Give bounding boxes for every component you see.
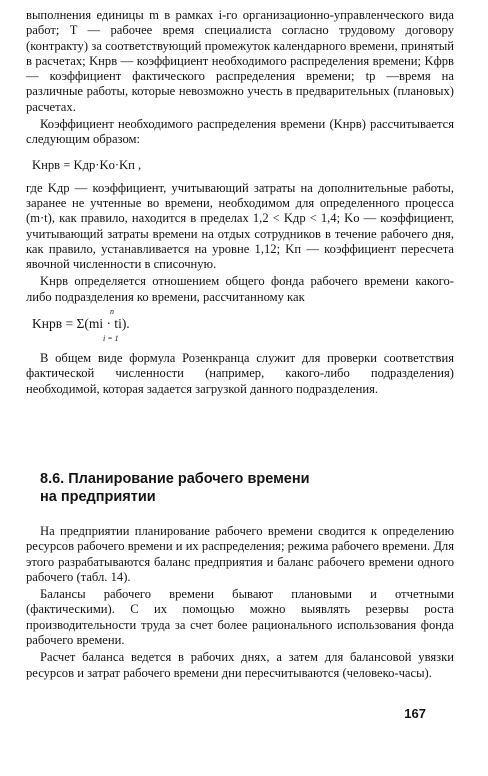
- formula-sum-block: [26, 307, 454, 347]
- sum-upper-limit: n: [110, 307, 114, 317]
- paragraph-definitions: выполнения единицы m в рамках i-го организационно-управленческого вида работ; T — рабочее время специалиста согласно трудовому договору (контракту) за соответствующий промежуток календарного времени, принятый в расчетах; Kнрв — коэффициент необходимого распределения времени; Kфрв — коэффициент фактического распределения времени; tр —время на различные работы, которые невозможно учесть в предварительных (плановых) расчетах.: [26, 8, 454, 114]
- formula-k-nrv-sum: Kнрв = Σ(mi · ti).: [32, 316, 130, 332]
- paragraph-balance-calc: Расчет баланса ведется в рабочих днях, а затем для балансовой увязки ресурсов и затрат рабочего времени дни пересчитываются (человеко-часы).: [26, 650, 454, 680]
- page-number: 167: [404, 706, 426, 721]
- text-block-upper: [26, 8, 454, 397]
- paragraph-coefficient-terms: где Kдр — коэффициент, учитывающий затраты на дополнительные работы, заранее не учтенные во времени, необходимом для определенного процесса (m·t), как правило, находится в пределах 1,2 < Kдр < 1,4; Kо — коэффициент, учитывающий затраты времени на отдых сотрудников в течение рабочего дня, как правило, устанавливается на уровне 1,12; Kп — коэффициент пересчета явочной численности в списочную.: [26, 180, 454, 272]
- paragraph-balances: Балансы рабочего времени бывают плановыми и отчетными (фактическими). С их помощью можно выявлять резервы роста производительности труда за счет более рационального использования фонда рабочего времени.: [26, 587, 454, 648]
- paragraph-coefficient-intro: Коэффициент необходимого распределения времени (Kнрв) рассчитывается следующим образом:: [26, 117, 454, 147]
- text-block-lower: [26, 524, 454, 681]
- formula-k-nrv: Kнрв = Kдр·Kо·Kп ,: [32, 157, 142, 172]
- paragraph-k-nrv-definition: Kнрв определяется отношением общего фонда рабочего времени какого-либо подразделения ко времени, рассчитанному как: [26, 274, 454, 304]
- paragraph-planning: На предприятии планирование рабочего времени сводится к определению ресурсов рабочего времени и их распределения; режима рабочего времени. Для этого разрабатываются баланс предприятия и баланс рабочего времени одного рабочего (табл. 14).: [26, 524, 454, 584]
- paragraph-rosenkrantz: В общем виде формула Розенкранца служит для проверки соответствия фактической численности (например, какого-либо подразделения) необходимой, которая задается загрузкой данного подразделения.: [26, 351, 454, 396]
- section-heading-block: [40, 470, 440, 506]
- sum-lower-limit: i = 1: [103, 334, 119, 344]
- section-heading: 8.6. Планирование рабочего времени на предприятии: [40, 471, 310, 505]
